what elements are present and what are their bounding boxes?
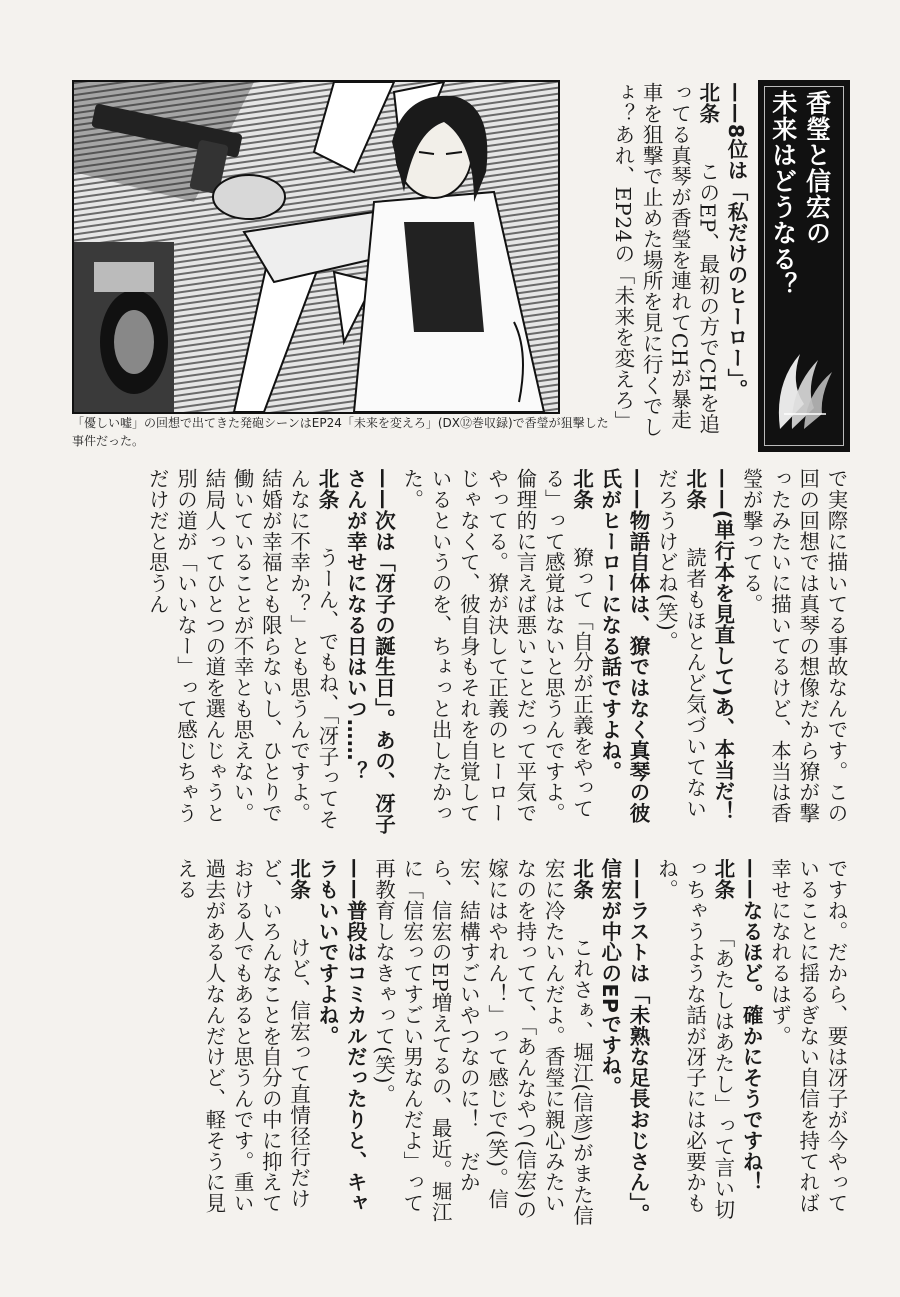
speaker-name: 北条 (569, 858, 594, 900)
answer-text: 読者もほとんど気づいてないだろうけどね(笑)。 (654, 468, 707, 819)
speaker-name: 北条 (314, 468, 339, 510)
answer-paragraph (171, 858, 312, 1228)
manga-illustration (72, 80, 560, 414)
speaker-name: 北条 (710, 858, 735, 900)
answer-text: 獠って「自分が正義をやってる」って感覚はないと思うんですよ。倫理的に言えば悪いことだって平気でやってる。獠が決して正義のヒーローじゃなくて、彼自身もそれを自覚しているというのを、ちょっと出したかった。 (399, 468, 594, 824)
answer-text: このEP、最初の方でCHを追ってる真琴が香瑩を連れてCHが暴走車を狙撃で止めた場所を見に行くでしょ？あれ、EP24の「未来を変えろ」 (610, 82, 720, 438)
section-title-box (758, 80, 850, 452)
interview-column-middle (70, 468, 850, 838)
question-paragraph: ——次は「冴子の誕生日」。あの、冴子さんが幸せになる日はいつ……？ (343, 468, 396, 835)
question-paragraph: ——なるほど。確かにそうですね！ (739, 858, 764, 1193)
title-line-2: 未来はどうなる？ (768, 90, 798, 298)
answer-text: うーん、でもね、「冴子ってそんなに不幸か？」とも思うんですよ。結婚が幸福とも限らないし、ひとりで働いていることが不幸とも思えない。結局人ってひとつの道を選んじゃうと別の道が「いいなー」って感じちゃうだけだと思うん (145, 468, 339, 830)
answer-paragraph (652, 858, 737, 1228)
answer-paragraph (143, 468, 341, 838)
question-paragraph: ——ラストは「未熟な足長おじさん」。信宏が中心のEPですね。 (597, 858, 651, 1225)
speaker-name: 北条 (695, 82, 720, 124)
answer-paragraph (609, 82, 722, 450)
illustration-caption: 「優しい嘘」の回想で出てきた発砲シーンはEP24「未来を変えろ」(DX⑫巻収録)で香瑩が狙撃した事件だった。 (72, 416, 609, 448)
interview-column-bottom (70, 858, 850, 1228)
title-line-1: 香瑩と信宏の (802, 90, 832, 246)
speaker-name: 北条 (682, 468, 707, 510)
continuation-paragraph: ですね。だから、要は冴子が今やっていることに揺るぎない自信を持てれば幸せになれるはず。 (767, 858, 848, 1214)
answer-text: けど、信宏って直情径行だけど、いろんなことを自分の中に抑えておける人でもあると思うんです。重い過去がある人なんだけど、軽そうに見える (173, 858, 311, 1214)
interview-column-top (558, 82, 750, 450)
wing-emblem-icon (770, 344, 838, 434)
answer-paragraph (652, 468, 709, 838)
answer-text: これさぁ、堀江(信彦)がまた信宏に冷たいんだよ。香瑩に親心みたいなのを持ってて、「あんなやつ(信宏)の嫁にはやれん！」って感じで(笑)。信宏、結構すごいやつなのに！ だから、信宏のEP増えてるの、最近。堀江に「信宏ってすごい男なんだよ」って再教育しなきゃって(笑)。 (371, 858, 594, 1226)
answer-paragraph (369, 858, 595, 1228)
question-rank-8: ——8位は「私だけのヒーロー」。 (724, 82, 748, 401)
gunfire-scene-illustration (74, 82, 558, 412)
car-drawing (74, 242, 174, 412)
speaker-name: 北条 (569, 468, 594, 510)
question-paragraph: ——(単行本を見直して)あ、本当だ！ (710, 468, 735, 823)
continuation-paragraph: で実際に描いてる事故なんです。この回の回想では真琴の想像だから獠が撃ったみたいに描いてるけど、本当は香瑩が撃ってる。 (739, 468, 848, 824)
section-title (766, 90, 834, 340)
answer-text: 「あたしはあたし」って言い切っちゃうような話が冴子には必要かもね。 (654, 858, 735, 1220)
speaker-name: 北条 (286, 858, 311, 900)
answer-paragraph (398, 468, 596, 838)
question-paragraph: ——物語自体は、獠ではなく真琴の彼氏がヒーローになる話ですよね。 (597, 468, 651, 824)
question-paragraph: ——普段はコミカルだったりと、キャラもいいですよね。 (314, 858, 368, 1214)
